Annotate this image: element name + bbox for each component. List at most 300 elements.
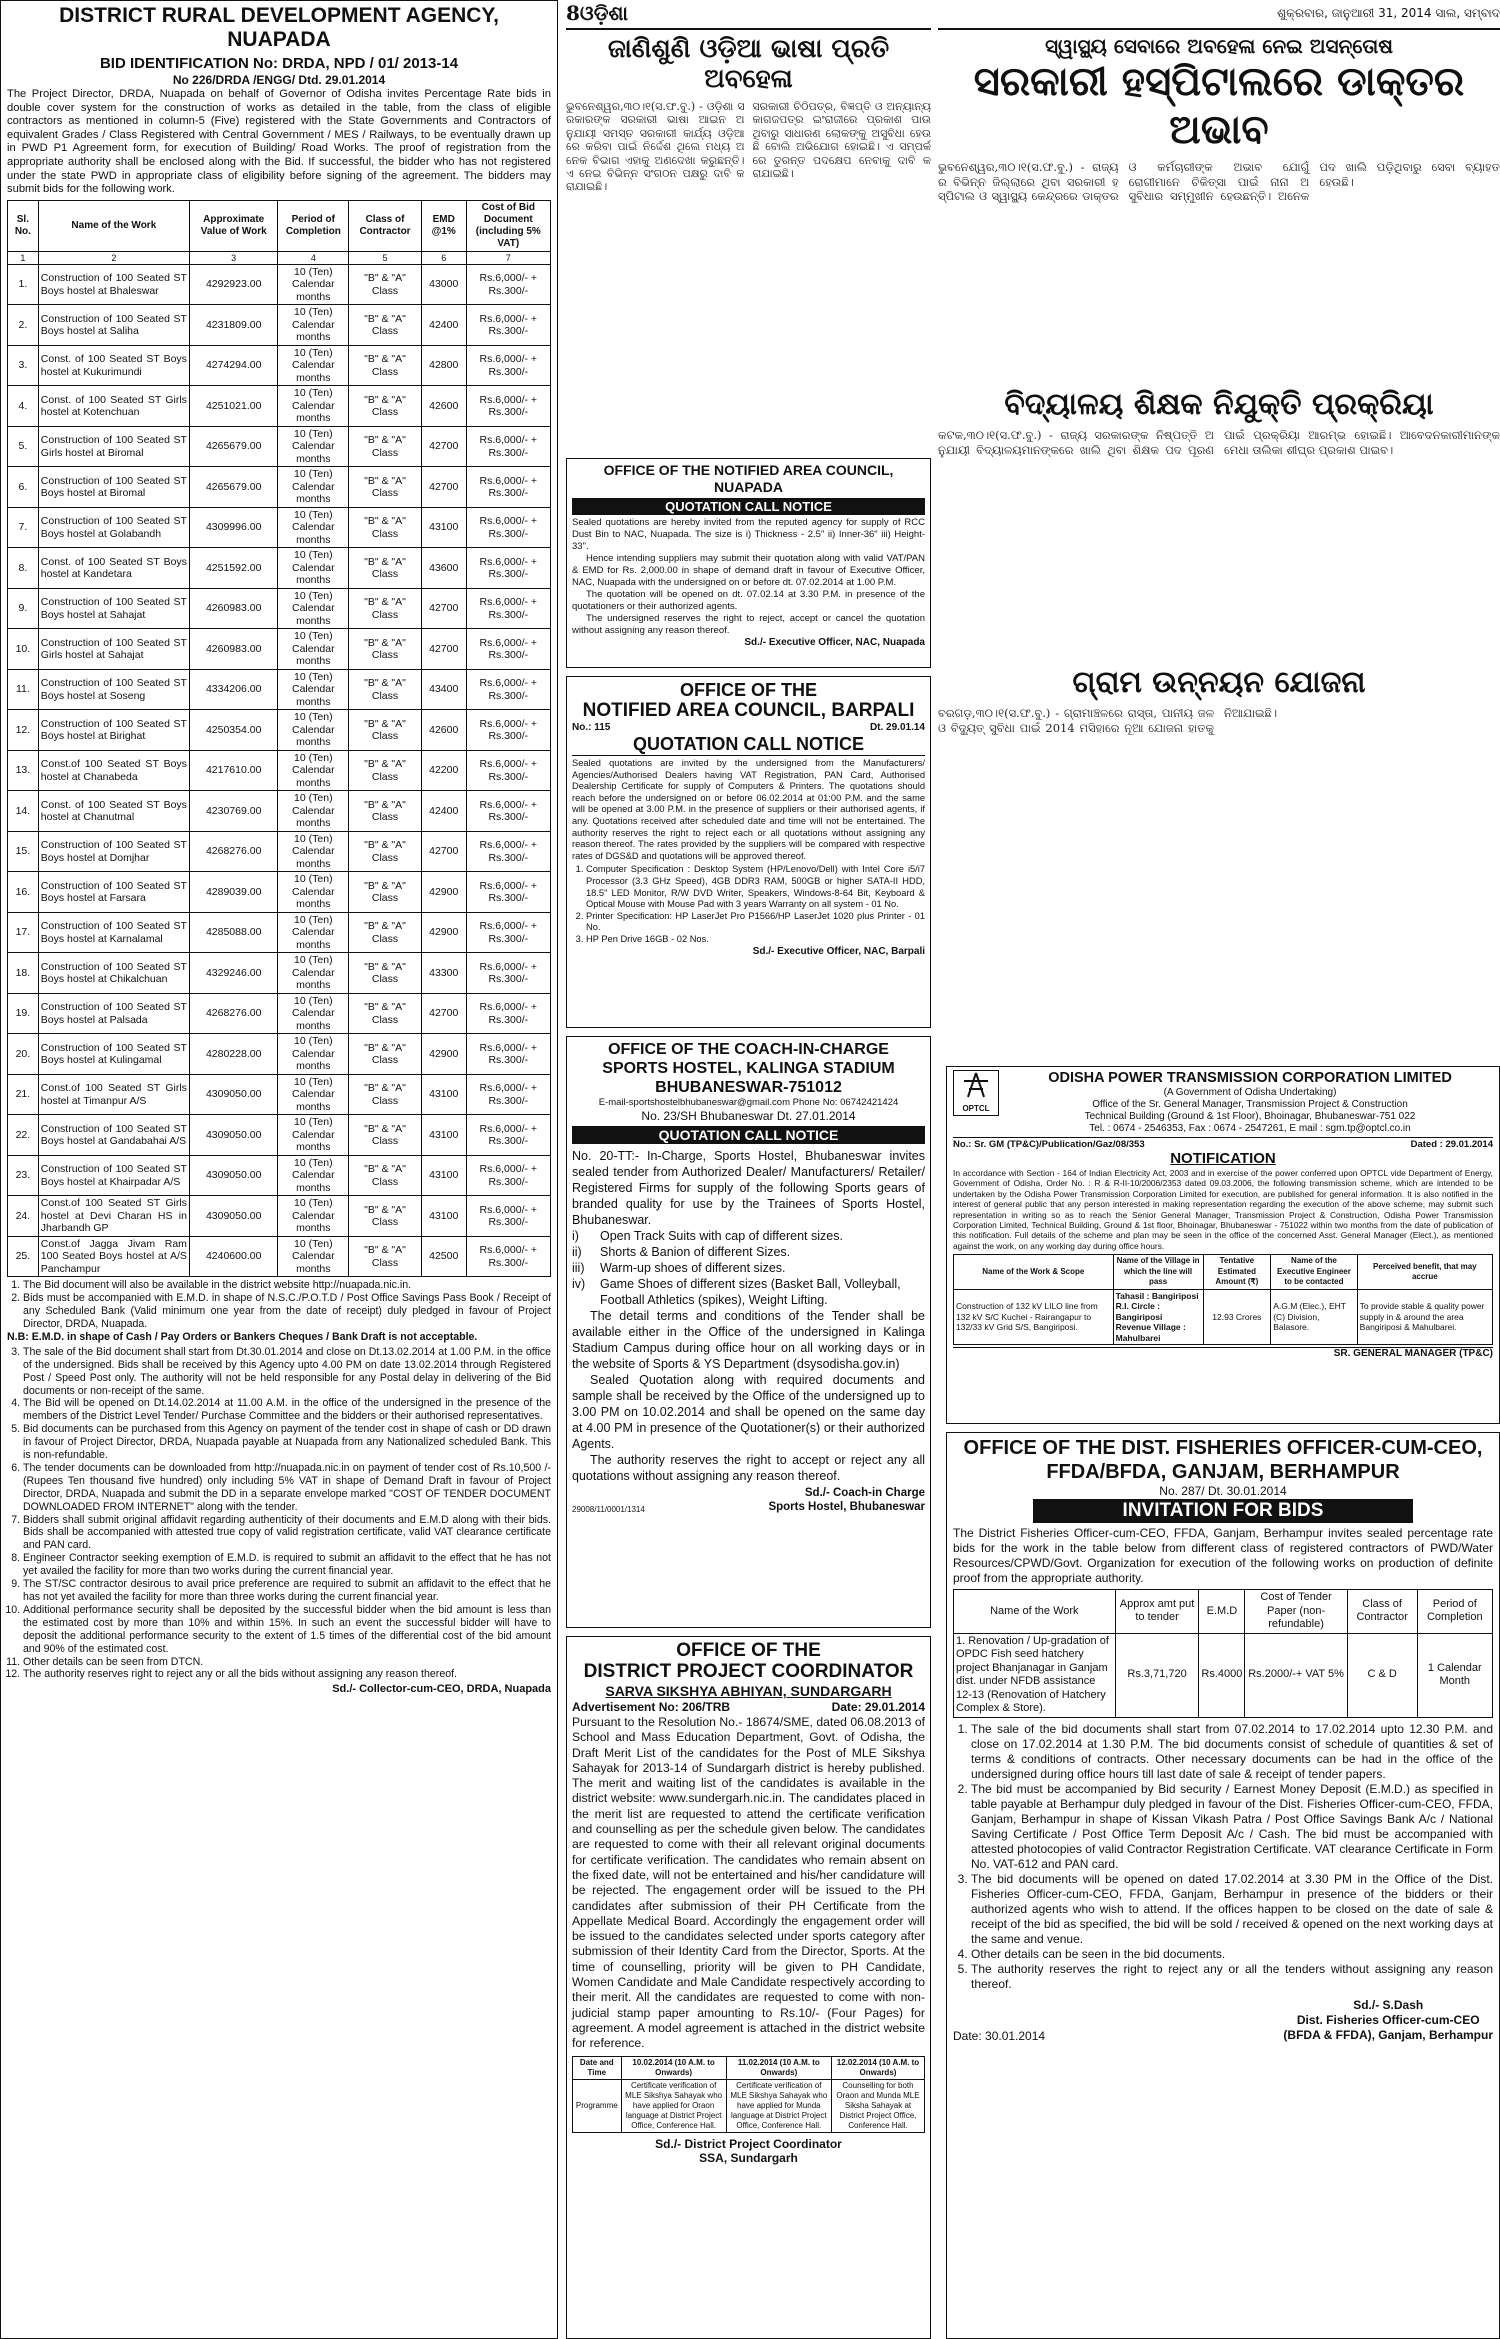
drda-cost: Rs.6,000/- + Rs.300/- [466, 264, 550, 305]
dpc-signature [572, 2137, 925, 2165]
nac-nuapada-p2: Hence intending suppliers may submit their quotation along with valid VAT/PAN & EMD for Rs. 2,000.00 in shape of demand draft in favour of Executive Officer, NAC, Nuapada with the undersigned on or before dt. 07.02.2014 at 1.00 P.M. [572, 553, 925, 588]
drda-table-row [8, 831, 551, 872]
drda-sl: 20. [8, 1034, 39, 1075]
drda-cost: Rs.6,000/- + Rs.300/- [466, 588, 550, 629]
nac-nuapada-bar: QUOTATION CALL NOTICE [572, 498, 925, 515]
dpc-office: OFFICE OF THE [676, 1640, 821, 1661]
drda-note: 11. Other details can be seen from DTCN. [23, 1656, 551, 1669]
date-line: ଶୁକ୍ରବାର, ଜାନୁଆରୀ 31, 2014 ସାଲ, ସମ୍ବାଦ [1277, 6, 1500, 20]
drda-emd: 42900 [421, 1034, 466, 1075]
drda-note: 2. Bids must be accompanied with E.M.D. in shape of N.S.C./P.O.T.D / Post Office Savings Pass Book / Receipt of any Scheduled Bank (Valid minimum one year from the date of receipt) duly pledged in favour of Project Director, DRDA, Nuapada. [23, 1292, 551, 1331]
drda-title: DISTRICT RURAL DEVELOPMENT AGENCY, NUAPADA [59, 4, 499, 51]
drda-table-row [8, 548, 551, 589]
drda-value: 4260983.00 [189, 629, 278, 670]
drda-work-name: Construction of 100 Seated ST Boys hostel at Birighat [38, 710, 189, 751]
drda-table-row [8, 588, 551, 629]
drda-table-row [8, 507, 551, 548]
drda-sl: 21. [8, 1074, 39, 1115]
drda-cost: Rs.6,000/- + Rs.300/- [466, 386, 550, 427]
fisheries-date: Date: 30.01.2014 [953, 2028, 1046, 2043]
drda-sl: 2. [8, 305, 39, 346]
sports-footer [572, 1486, 925, 1514]
dpc-schedule-table [572, 2056, 925, 2133]
drda-table-row [8, 305, 551, 346]
drda-table-row [8, 669, 551, 710]
drda-table-row [8, 1074, 551, 1115]
drda-emd: 43100 [421, 1074, 466, 1115]
drda-value: 4260983.00 [189, 588, 278, 629]
optcl-heading: NOTIFICATION [1170, 1150, 1276, 1167]
fisheries-header-cell: E.M.D [1199, 1590, 1245, 1634]
drda-sl: 18. [8, 953, 39, 994]
drda-work-name: Const.of 100 Seated ST Girls hostel at Timanpur A/S [38, 1074, 189, 1115]
fisheries-table [953, 1589, 1493, 1718]
drda-bid-id: BID IDENTIFICATION No: DRDA, NPD / 01/ 2013-14 [99, 55, 459, 72]
drda-emd: 42700 [421, 588, 466, 629]
drda-cost: Rs.6,000/- + Rs.300/- [466, 1196, 550, 1237]
odia-article-2-headline: ସରକାରୀ ହସ୍ପିଟାଲରେ ଡାକ୍ତର ଅଭାବ [973, 58, 1465, 153]
drda-period: 10 (Ten) Calendar months [278, 710, 349, 751]
optcl-table-header [954, 1255, 1493, 1290]
drda-col-number: 2 [38, 251, 189, 264]
drda-sl: 13. [8, 750, 39, 791]
sports-items [572, 1228, 925, 1308]
transmission-tower-icon [956, 1071, 996, 1099]
fisheries-header-cell: Cost of Tender Paper (non-refundable) [1245, 1590, 1347, 1634]
odia-article-1-text-b: ସରକାରୀ ଚିଠିପତ୍ର, ବିଜ୍ଞପ୍ତି ଓ ଅନ୍ୟାନ୍ୟ କାଗଜପତ୍ର ଇଂରାଜୀରେ ପ୍ରକାଶ ପାଉଥିବାରୁ ସାଧାରଣ ଲୋକଙ୍କୁ ଅସୁବିଧା ହେଉଛି ବୋଲି ଅଭିଯୋଗ ହୋଇଛି। ଏ ସମ୍ପର୍କରେ ତୁରନ୍ତ ପଦକ୍ଷେପ ନେବାକୁ ଦାବି କରାଯାଇଛି। [752, 100, 931, 181]
dpc-title: DISTRICT PROJECT COORDINATOR [583, 1661, 914, 1682]
sports-title-3: BHUBANESWAR-751012 [655, 1079, 842, 1096]
drda-table-row [8, 993, 551, 1034]
drda-class: "B" & "A" Class [349, 750, 422, 791]
drda-class: "B" & "A" Class [349, 1034, 422, 1075]
dpc-header-cell: 11.02.2014 (10 A.M. to Onwards) [726, 2056, 831, 2079]
nac-barpali-item: 1. Computer Specification : Desktop System (HP/Lenovo/Dell) with Intel Core i5/i7 Processor (3.3 GHz Speed), 4GB DDR3 RAM, 500GB or higher SATA-II HDD, 18.5" LED Monitor, R/W DVD Writer, Speakers, Windows-8-64 Bit, Keyboard & Optical Mouse with Mouse Pad with 3 years Warranty on all system - 01 No. [586, 864, 925, 910]
drda-header-cell: Approximate Value of Work [189, 200, 278, 251]
drda-work-name: Construction of 100 Seated ST Girls hostel at Biromal [38, 426, 189, 467]
drda-nb: N.B: E.M.D. in shape of Cash / Pay Orders or Bankers Cheques / Bank Draft is not acceptable. [7, 1330, 478, 1343]
drda-cost: Rs.6,000/- + Rs.300/- [466, 669, 550, 710]
drda-note: 1. The Bid document will also be available in the district website http://nuapada.nic.in. [23, 1279, 551, 1292]
drda-period: 10 (Ten) Calendar months [278, 264, 349, 305]
drda-sl: 25. [8, 1236, 39, 1277]
drda-class: "B" & "A" Class [349, 872, 422, 913]
drda-cost: Rs.6,000/- + Rs.300/- [466, 548, 550, 589]
drda-emd: 42200 [421, 750, 466, 791]
drda-note: 3. The sale of the Bid document shall start from Dt.30.01.2014 and close on Dt.13.02.2014 at 1.00 P.M. in the office of the undersigned. Bids shall be received by this Agency upto 4.00 PM on date 13.02.2014 through Registered Post / Speed Post only. The authority will not be held responsible for any Postal delay in delivering of the Bid documents or non-receipt of the same. [23, 1346, 551, 1398]
drda-header-cell: Name of the Work [38, 200, 189, 251]
drda-period: 10 (Ten) Calendar months [278, 791, 349, 832]
drda-work-name: Construction of 100 Seated ST Boys hostel at Chikalchuan [38, 953, 189, 994]
drda-class: "B" & "A" Class [349, 831, 422, 872]
drda-period: 10 (Ten) Calendar months [278, 386, 349, 427]
sports-signature [768, 1486, 925, 1514]
drda-work-name: Construction of 100 Seated ST Boys hostel at Kulingamal [38, 1034, 189, 1075]
optcl-header-cell: Name of the Work & Scope [954, 1255, 1114, 1290]
drda-emd: 42900 [421, 912, 466, 953]
optcl-no: No.: Sr. GM (TP&C)/Publication/Gaz/08/353 [953, 1139, 1145, 1150]
drda-table-row [8, 629, 551, 670]
fisheries-signature-2: Dist. Fisheries Officer-cum-CEO [1296, 2012, 1480, 2027]
sports-bar: QUOTATION CALL NOTICE [572, 1126, 925, 1144]
drda-work-name: Const. of 100 Seated ST Boys hostel at Kukurimundi [38, 345, 189, 386]
drda-col-number: 3 [189, 251, 278, 264]
odia-article-4-text: ବରଗଡ଼,୩୦।୧(ସ.ଫ.ବୁ.) - ଗ୍ରାମାଞ୍ଚଳରେ ରାସ୍ତା, ପାନୀୟ ଜଳ ଓ ବିଦ୍ୟୁତ୍ ସୁବିଧା ପାଇଁ 2014 ମସିହାରେ ନୂଆ ଯୋଜନା ହାତକୁ ନିଆଯାଇଛି। [938, 706, 1278, 735]
drda-cost: Rs.6,000/- + Rs.300/- [466, 1155, 550, 1196]
drda-signature: Sd./- Collector-cum-CEO, DRDA, Nuapada [332, 1683, 551, 1696]
fisheries-bar: INVITATION FOR BIDS [1033, 1499, 1413, 1523]
drda-ref: No 226/DRDA /ENGG/ Dtd. 29.01.2014 [172, 73, 386, 87]
nac-barpali-date: Dt. 29.01.14 [869, 722, 925, 733]
sports-contact: E-mail-sportshostelbhubaneswar@gmail.com Phone No: 06742421424 [598, 1097, 899, 1108]
fisheries-table-row [954, 1633, 1493, 1717]
drda-class: "B" & "A" Class [349, 1155, 422, 1196]
drda-table-row [8, 912, 551, 953]
drda-notice [0, 0, 558, 2339]
drda-period: 10 (Ten) Calendar months [278, 993, 349, 1034]
drda-emd: 43600 [421, 548, 466, 589]
drda-table-row [8, 264, 551, 305]
drda-emd: 42600 [421, 710, 466, 751]
drda-table-row [8, 872, 551, 913]
drda-emd: 42400 [421, 305, 466, 346]
drda-class: "B" & "A" Class [349, 507, 422, 548]
drda-table-row [8, 710, 551, 751]
drda-intro: The Project Director, DRDA, Nuapada on behalf of Governor of Odisha invites Percentage Rate bids in double cover system for the construction of works as detailed in the table, from the class of eligible contractors as mentioned in column-5 (Five) registered with the State Governments and Contractors of equivalent Grades / Class Registered with Central Government / MES / Railways, to be eventually drawn up in PWD P1 Agreement form, for execution of Building/ Road Works. The proof of registration from the appropriate authority shall be enclosed along with the Bid. If successful, the bidder who has not registered under the state PWD in appropriate class of eligibility before signing of the agreement. The bidders may submit bids for the following work. [7, 88, 551, 196]
sports-item-marker: i) [572, 1229, 579, 1243]
odia-article-1 [566, 34, 931, 484]
odia-article-2-text: ଭୁବନେଶ୍ୱର,୩୦।୧(ସ.ଫ.ବୁ.) - ରାଜ୍ୟର ବିଭିନ୍ନ ଜିଲ୍ଲାରେ ଥିବା ସରକାରୀ ହସ୍ପିଟାଲ ଓ ସ୍ୱାସ୍ଥ୍ୟ କେନ୍ଦ୍ରରେ ଡାକ୍ତର ଓ କର୍ମଚାରୀଙ୍କ ଅଭାବ ଯୋଗୁଁ ରୋଗୀମାନେ ଚିକିତ୍ସା ପାଇଁ ନାନା ଅସୁବିଧାର ସମ୍ମୁଖୀନ ହେଉଛନ୍ତି। ଅନେକ ପଦ ଖାଲି ପଡ଼ିଥିବାରୁ ସେବା ବ୍ୟାହତ ହେଉଛି। [938, 160, 1500, 203]
drda-note: 4. The Bid will be opened on Dt.14.02.2014 at 11.00 A.M. in the office of the undersigned in the presence of the members of the District Level Tender/ Purchase Committee and the bidders or their authorised representatives. [23, 1397, 551, 1423]
drda-header-cell: EMD @1% [421, 200, 466, 251]
drda-class: "B" & "A" Class [349, 1074, 422, 1115]
fisheries-header-cell: Period of Completion [1417, 1590, 1492, 1634]
sports-title-2: SPORTS HOSTEL, KALINGA STADIUM [602, 1060, 895, 1077]
optcl-body: In accordance with Section - 164 of Indian Electricity Act, 2003 and in exercise of the power conferred upon OPTCL vide Department of Energy, Government of Odisha, Order No. : R & R-II-10/2006/2353 dated 09.03.2006, the following transmission scheme, which are intended to be undertaken by the Odisha Power Transmission Corporation Limited for execution, are published for general information. It is also notified in the interest of general public that any person interested in making representation regarding the execution of the above scheme, may submit such representation in writing so as to reach the Senior General Manager, Transmission Project & Construction, Odisha Power Transmission Corporation Limited, Technical Building, Ground & 1st floor, Bhoinagar, Bhubaneswar - 751022 within two months from the date of publication of this notification. Full details of the scheme and plan may be seen in the office of the concerned Asst. General Manager (Elect.), as mentioned against the work, on any working day during office hours. [953, 1168, 1493, 1251]
nac-nuapada-p1: Sealed quotations are hereby invited from the reputed agency for supply of RCC Dust Bin to NAC, Nuapada. The size is i) Thickness - 2.5" ii) Inner-36" iii) Height-33". [572, 517, 925, 552]
drda-class: "B" & "A" Class [349, 912, 422, 953]
nac-nuapada-signature: Sd./- Executive Officer, NAC, Nuapada [744, 637, 925, 648]
sports-item-text: Game Shoes of different sizes (Basket Ball, Volleyball, Football Athletics (spikes), Weight Lifting. [600, 1277, 901, 1307]
fisheries-header-cell: Class of Contractor [1347, 1590, 1417, 1634]
drda-emd: 42700 [421, 426, 466, 467]
fisheries-signature [1283, 1998, 1493, 2043]
drda-value: 4240600.00 [189, 1236, 278, 1277]
drda-table-row [8, 345, 551, 386]
drda-work-name: Construction of 100 Seated ST Boys hostel at Soseng [38, 669, 189, 710]
sports-item [572, 1228, 925, 1244]
fisheries-note: 2. The bid must be accompanied by Bid security / Earnest Money Deposit (E.M.D.) as specified in table payable at Berhampur duly pledged in favour of the Dist. Fisheries Officer-cum-CEO, FFDA, Ganjam, Berhampur in shape of Kissan Vikash Patra / Post Office Savings Bank A/c / National Saving Certificate / Post Office Term Deposit A/c / Cash. The bid must be accompanied with attested photocopies of valid Contractor Registration Certificate. VAT clearance Certificate in Form No. VAT-612 and PAN card. [971, 1782, 1493, 1872]
drda-table-row [8, 1196, 551, 1237]
drda-value: 4268276.00 [189, 831, 278, 872]
drda-work-name: Const.of Jagga Jivam Ram 100 Seated Boys hostel at A/S Panchampur [38, 1236, 189, 1277]
drda-value: 4309050.00 [189, 1155, 278, 1196]
drda-period: 10 (Ten) Calendar months [278, 1236, 349, 1277]
drda-work-name: Const. of 100 Seated ST Boys hostel at Chanutmal [38, 791, 189, 832]
drda-period: 10 (Ten) Calendar months [278, 1074, 349, 1115]
drda-period: 10 (Ten) Calendar months [278, 305, 349, 346]
nac-nuapada-p4: The undersigned reserves the right to reject, accept or cancel the quotation without assigning any reason thereof. [572, 613, 925, 636]
drda-cost: Rs.6,000/- + Rs.300/- [466, 953, 550, 994]
drda-class: "B" & "A" Class [349, 386, 422, 427]
drda-class: "B" & "A" Class [349, 629, 422, 670]
optcl-sub2: Office of the Sr. General Manager, Transmission Project & Construction [1092, 1099, 1408, 1110]
drda-sl: 8. [8, 548, 39, 589]
drda-value: 4309996.00 [189, 507, 278, 548]
drda-sl: 19. [8, 993, 39, 1034]
nac-barpali-signature: Sd./- Executive Officer, NAC, Barpali [752, 945, 925, 957]
optcl-title: ODISHA POWER TRANSMISSION CORPORATION LIMITED [1048, 1070, 1452, 1086]
optcl-village-2: R.I. Circle : Bangiriposi [1115, 1301, 1163, 1322]
drda-class: "B" & "A" Class [349, 791, 422, 832]
drda-note: 7. Bidders shall submit original affidavit regarding authenticity of their documents and E.M.D along with their bids. Bids shall be accompanied with attested true copy of valid registration certificate, valid VAT clearance certificate and PAN card. [23, 1514, 551, 1553]
nac-nuapada-notice [566, 458, 931, 668]
drda-class: "B" & "A" Class [349, 1115, 422, 1156]
drda-value: 4309050.00 [189, 1115, 278, 1156]
odia-article-3-text: କଟକ,୩୦।୧(ସ.ଫ.ବୁ.) - ରାଜ୍ୟ ସରକାରଙ୍କ ନିଷ୍ପତ୍ତି ଅନୁଯାୟୀ ବିଦ୍ୟାଳୟମାନଙ୍କରେ ଖାଲି ଥିବା ଶିକ୍ଷକ ପଦ ପୂରଣ ପାଇଁ ପ୍ରକ୍ରିୟା ଆରମ୍ଭ ହୋଇଛି। ଆବେଦନକାରୀମାନଙ୍କ ମେଧା ତାଲିକା ଶୀଘ୍ର ପ୍ରକାଶ ପାଇବ। [938, 428, 1500, 457]
drda-works-table [7, 200, 551, 1278]
drda-sl: 14. [8, 791, 39, 832]
drda-work-name: Construction of 100 Seated ST Boys hostel at Bhaleswar [38, 264, 189, 305]
drda-emd: 43100 [421, 1196, 466, 1237]
drda-table-body [8, 264, 551, 1277]
dpc-row-cell: Counselling for both Oraon and Munda MLE Siksha Sahayak at District Project Office, Conference Hall. [831, 2079, 924, 2132]
fisheries-note: 3. The bid documents will be opened on dated 17.02.2014 at 3.30 PM in the Office of the Dist. Fisheries Officer-cum-CEO, FFDA, Ganjam, Berhampur in presence of the bidders or their authorized agents who wish to attend. If the offices happen to be closed on the date of sale & receipt of the bid as specified, the bid will be sold / received & opened on the next working days at the same and venue. [971, 1872, 1493, 1947]
drda-work-name: Construction of 100 Seated ST Boys hostel at Gandabahai A/S [38, 1115, 189, 1156]
dpc-row-cell: Certificate verification of MLE Sikshya Sahayak who have applied for Munda language at District Project Office, Conference Hall. [726, 2079, 831, 2132]
fisheries-cost: Rs.2000/-+ VAT 5% [1245, 1633, 1347, 1717]
fisheries-ref: No. 287/ Dt. 30.01.2014 [1159, 1484, 1287, 1498]
drda-cost: Rs.6,000/- + Rs.300/- [466, 912, 550, 953]
drda-class: "B" & "A" Class [349, 548, 422, 589]
optcl-title-block [1007, 1070, 1493, 1135]
fisheries-title-1: OFFICE OF THE DIST. FISHERIES OFFICER-CUM-CEO, [963, 1437, 1483, 1459]
fisheries-footer [953, 1998, 1493, 2043]
fisheries-signature-3: (BFDA & FFDA), Ganjam, Berhampur [1283, 2027, 1493, 2042]
drda-sl: 3. [8, 345, 39, 386]
drda-emd: 42700 [421, 993, 466, 1034]
drda-class: "B" & "A" Class [349, 993, 422, 1034]
drda-table-row [8, 953, 551, 994]
drda-sl: 24. [8, 1196, 39, 1237]
drda-emd: 42700 [421, 467, 466, 508]
drda-table-row [8, 1155, 551, 1196]
drda-notes [7, 1279, 551, 1331]
optcl-logo-text: OPTCL [962, 1104, 990, 1113]
drda-period: 10 (Ten) Calendar months [278, 345, 349, 386]
dpc-header-cell: 12.02.2014 (10 A.M. to Onwards) [831, 2056, 924, 2079]
sports-item [572, 1276, 925, 1308]
drda-emd: 43000 [421, 264, 466, 305]
drda-class: "B" & "A" Class [349, 305, 422, 346]
drda-value: 4265679.00 [189, 467, 278, 508]
nac-nuapada-title: OFFICE OF THE NOTIFIED AREA COUNCIL, NUAPADA [603, 462, 894, 495]
drda-sl: 6. [8, 467, 39, 508]
drda-class: "B" & "A" Class [349, 669, 422, 710]
drda-value: 4309050.00 [189, 1196, 278, 1237]
fisheries-note: 5. The authority reserves the right to reject any or all the tenders without assigning any reason thereof. [971, 1962, 1493, 1992]
drda-sl: 16. [8, 872, 39, 913]
fisheries-note: 1. The sale of the bid documents shall start from 07.02.2014 to 17.02.2014 upto 12.30 P.M. and close on 17.02.2014 at 1.30 P.M. The bid documents consist of schedule of quantities & set of terms & conditions of contracts. Other necessary documents can be had in the office of the undersigned during office hours till last date of sale & receipt of tender papers. [971, 1722, 1493, 1782]
drda-work-name: Construction of 100 Seated ST Boys hostel at Sahajat [38, 588, 189, 629]
nac-barpali-body: Sealed quotations are invited by the undersigned from the Manufacturers/ Agencies/Authorised Dealers having VAT Registration, PAN Card, Authorised Dealership Certificate for supply of Computers & Printers. The quotations should reach before the undersigned on or before 06.02.2014 at 01:00 P.M. and the same will be opened at 3.00 P.M. in the presence of suppliers or their authorised agents, if any. Quotations received after scheduled date and time will not be entertained. The authority reserves the right to reject each or all quotations without assigning any reason thereof. The rates provided by the suppliers will be compared with respective rates of DGS&D and quotations will be approved thereof. [572, 758, 925, 861]
nac-barpali-ref-row [572, 722, 925, 733]
drda-sl: 15. [8, 831, 39, 872]
drda-period: 10 (Ten) Calendar months [278, 467, 349, 508]
nac-barpali-item: 3. HP Pen Drive 16GB - 02 Nos. [586, 934, 925, 946]
drda-emd: 42900 [421, 872, 466, 913]
drda-emd: 42700 [421, 629, 466, 670]
sports-item-text: Warm-up shoes of different sizes. [600, 1261, 786, 1275]
optcl-table-row [954, 1289, 1493, 1345]
drda-sl: 10. [8, 629, 39, 670]
drda-table-row [8, 791, 551, 832]
drda-cost: Rs.6,000/- + Rs.300/- [466, 993, 550, 1034]
drda-sl: 9. [8, 588, 39, 629]
sports-item-marker: iv) [572, 1277, 586, 1291]
drda-notes-continued [7, 1346, 551, 1682]
drda-period: 10 (Ten) Calendar months [278, 669, 349, 710]
drda-class: "B" & "A" Class [349, 467, 422, 508]
fisheries-note: 4. Other details can be seen in the bid documents. [971, 1947, 1493, 1962]
drda-cost: Rs.6,000/- + Rs.300/- [466, 345, 550, 386]
drda-emd: 42700 [421, 831, 466, 872]
drda-work-name: Const. of 100 Seated ST Girls hostel at Kotenchuan [38, 386, 189, 427]
drda-cost: Rs.6,000/- + Rs.300/- [466, 750, 550, 791]
drda-table-row [8, 467, 551, 508]
odia-article-2 [938, 34, 1500, 1034]
drda-sl: 7. [8, 507, 39, 548]
drda-work-name: Construction of 100 Seated ST Boys hostel at Biromal [38, 467, 189, 508]
drda-period: 10 (Ten) Calendar months [278, 507, 349, 548]
drda-emd: 42800 [421, 345, 466, 386]
odia-article-4-headline: ଗ୍ରାମ ଉନ୍ନୟନ ଯୋଜନା [1072, 665, 1366, 700]
drda-header-cell: Period of Completion [278, 200, 349, 251]
optcl-benefit: To provide stable & quality power supply in & around the area Bangiriposi & Mahulbarei. [1357, 1289, 1492, 1345]
drda-sl: 1. [8, 264, 39, 305]
drda-class: "B" & "A" Class [349, 588, 422, 629]
drda-table-header [8, 200, 551, 251]
drda-note: 6. The tender documents can be downloaded from http://nuapada.nic.in on payment of tender cost of Rs.10,500 /- (Rupees Ten thousand five hundred) only including 5% VAT in shape of Demand Draft in favour of Project Director, DRDA, Nuapada and submit the DD in a separate envelope marked "COST OF TENDER DOCUMENT DOWNLOADED FROM INTERNET" along with the tender. [23, 1462, 551, 1514]
drda-col-number: 7 [466, 251, 550, 264]
fisheries-signature-1: Sd./- S.Dash [1353, 1997, 1424, 2012]
fisheries-body: The District Fisheries Officer-cum-CEO, FFDA, Ganjam, Berhampur invites sealed percentage rate bids for the work in the table below from different class of registered contractors of PWD/Water Resources/CPWD/Govt. Organization for execution of the following works on production of definite proof from the appropriate authority. [953, 1526, 1493, 1585]
drda-table-row [8, 1236, 551, 1277]
odia-article-2-kicker: ସ୍ୱାସ୍ଥ୍ୟ ସେବାରେ ଅବହେଳା ନେଇ ଅସନ୍ତୋଷ [1044, 34, 1394, 58]
drda-class: "B" & "A" Class [349, 426, 422, 467]
drda-value: 4265679.00 [189, 426, 278, 467]
drda-value: 4230769.00 [189, 791, 278, 832]
drda-col-number: 4 [278, 251, 349, 264]
drda-work-name: Const.of 100 Seated ST Girls hostel at Devi Charan HS in Jharbandh GP [38, 1196, 189, 1237]
odia-article-1-text-a: ଭୁବନେଶ୍ୱର,୩୦।୧(ସ.ଫ.ବୁ.) - ଓଡ଼ିଶା ସରକାରଙ୍କ ସରକାରୀ ଭାଷା ଆଇନ ଅନୁଯାୟୀ ସମସ୍ତ ସରକାରୀ କାର୍ଯ୍ୟ ଓଡ଼ିଆରେ କରିବା ପାଇଁ ନିର୍ଦ୍ଦେଶ ଥିଲେ ମଧ୍ୟ ଅନେକ ବିଭାଗ ଏହାକୁ ଅଣଦେଖା କରୁଛନ୍ତି। ଏ ନେଇ ବିଭିନ୍ନ ସଂଗଠନ ପକ୍ଷରୁ ଦାବି କରାଯାଇଛି। [566, 100, 745, 194]
drda-sl: 12. [8, 710, 39, 751]
drda-value: 4280228.00 [189, 1034, 278, 1075]
drda-period: 10 (Ten) Calendar months [278, 1155, 349, 1196]
drda-work-name: Construction of 100 Seated ST Boys hostel at Golabandh [38, 507, 189, 548]
optcl-signature: SR. GENERAL MANAGER (TP&C) [953, 1347, 1493, 1359]
optcl-header [953, 1070, 1493, 1135]
drda-value: 4292923.00 [189, 264, 278, 305]
drda-cost: Rs.6,000/- + Rs.300/- [466, 1115, 550, 1156]
optcl-village [1113, 1289, 1203, 1345]
dpc-adv-no: Advertisement No: 206/TRB [572, 1700, 731, 1714]
drda-work-name: Construction of 100 Seated ST Boys hostel at Farsara [38, 872, 189, 913]
drda-cost: Rs.6,000/- + Rs.300/- [466, 467, 550, 508]
drda-value: 4329246.00 [189, 953, 278, 994]
fisheries-title-2: FFDA/BFDA, GANJAM, BERHAMPUR [1046, 1461, 1400, 1483]
dpc-row-cell: Certificate verification of MLE Sikshya Sahayak who have applied for Oraon language at District Project Office, Conference Hall. [621, 2079, 726, 2132]
drda-emd: 43100 [421, 1115, 466, 1156]
drda-col-number: 5 [349, 251, 422, 264]
optcl-header-cell: Tentative Estimated Amount (₹) [1203, 1255, 1271, 1290]
sports-signature-2: Sports Hostel, Bhubaneswar [768, 1501, 925, 1513]
optcl-ref-row [953, 1137, 1493, 1150]
sports-p2: The detail terms and conditions of the Tender shall be available either in the Office of the undersigned in Kalinga Stadium Campus during office hour on all working days or in the website of Sports & YS Department (dsysodisha.gov.in) [572, 1309, 925, 1371]
drda-period: 10 (Ten) Calendar months [278, 750, 349, 791]
drda-note: 5. Bid documents can be purchased from this Agency on payment of the tender cost in shape of cash or DD drawn in favour of Project Director, DRDA, Nuapada payable at Nuapada from any Nationalized scheduled Bank. This is non-refundable. [23, 1423, 551, 1462]
drda-sl: 11. [8, 669, 39, 710]
date-line-area [938, 0, 1500, 26]
drda-col-number: 1 [8, 251, 39, 264]
nac-barpali-no: No.: 115 [572, 722, 611, 733]
optcl-work: Construction of 132 kV LILO line from 132 kV S/C Kuchei - Rairangapur to 132/33 kV Grid S/S, Bangiriposi. [954, 1289, 1114, 1345]
drda-period: 10 (Ten) Calendar months [278, 1115, 349, 1156]
middle-column [566, 0, 931, 2339]
optcl-amount: 12.93 Crores [1203, 1289, 1271, 1345]
sports-title-1: OFFICE OF THE COACH-IN-CHARGE [608, 1041, 889, 1058]
drda-note: 8. Engineer Contractor seeking exemption of E.M.D. is required to submit an affidavit to the effect that he has not yet availed the facility for more than two works during the current financial year. [23, 1552, 551, 1578]
fisheries-header-cell: Name of the Work [954, 1590, 1116, 1634]
drda-work-name: Const. of 100 Seated ST Boys hostel at Kandetara [38, 548, 189, 589]
drda-value: 4268276.00 [189, 993, 278, 1034]
drda-cost: Rs.6,000/- + Rs.300/- [466, 791, 550, 832]
optcl-header-cell: Name of the Executive Engineer to be contacted [1271, 1255, 1357, 1290]
drda-table-row [8, 1115, 551, 1156]
drda-value: 4251592.00 [189, 548, 278, 589]
drda-class: "B" & "A" Class [349, 710, 422, 751]
drda-header-cell: Cost of Bid Document (including 5% VAT) [466, 200, 550, 251]
drda-cost: Rs.6,000/- + Rs.300/- [466, 872, 550, 913]
drda-emd: 43400 [421, 669, 466, 710]
sports-item-marker: ii) [572, 1245, 582, 1259]
drda-cost: Rs.6,000/- + Rs.300/- [466, 507, 550, 548]
drda-cost: Rs.6,000/- + Rs.300/- [466, 831, 550, 872]
fisheries-emd: Rs.4000 [1199, 1633, 1245, 1717]
dpc-signature-1: Sd./- District Project Coordinator [655, 2136, 842, 2151]
page-label-area [566, 0, 931, 26]
odia-article-1-headline: ଜାଣିଶୁଣି ଓଡ଼ିଆ ଭାଷା ପ୍ରତି ଅବହେଳା [607, 34, 890, 94]
drda-note: 9. The ST/SC contractor desirous to avail price preference are required to submit an affidavit to the effect that he has not yet availed the facility for more than three works during the current financial year. [23, 1578, 551, 1604]
optcl-logo [953, 1070, 999, 1116]
dpc-subtitle: SARVA SIKSHYA ABHIYAN, SUNDARGARH [605, 1683, 892, 1699]
drda-emd: 42500 [421, 1236, 466, 1277]
drda-class: "B" & "A" Class [349, 1236, 422, 1277]
sports-item [572, 1244, 925, 1260]
drda-sl: 22. [8, 1115, 39, 1156]
masthead-rule-right [938, 28, 1500, 30]
masthead-rule [566, 28, 931, 30]
drda-note: 12. The authority reserves right to reject any or all the bids without assigning any reason thereof. [23, 1668, 551, 1681]
optcl-dated: Dated : 29.01.2014 [1410, 1139, 1493, 1150]
drda-sl: 23. [8, 1155, 39, 1196]
dpc-ref-row [572, 1700, 925, 1715]
optcl-engineer: A.G.M (Elec.), EHT (C) Division, Balasore. [1271, 1289, 1357, 1345]
dpc-table-row [573, 2079, 925, 2132]
drda-table-row [8, 426, 551, 467]
drda-value: 4289039.00 [189, 872, 278, 913]
drda-emd: 43100 [421, 507, 466, 548]
